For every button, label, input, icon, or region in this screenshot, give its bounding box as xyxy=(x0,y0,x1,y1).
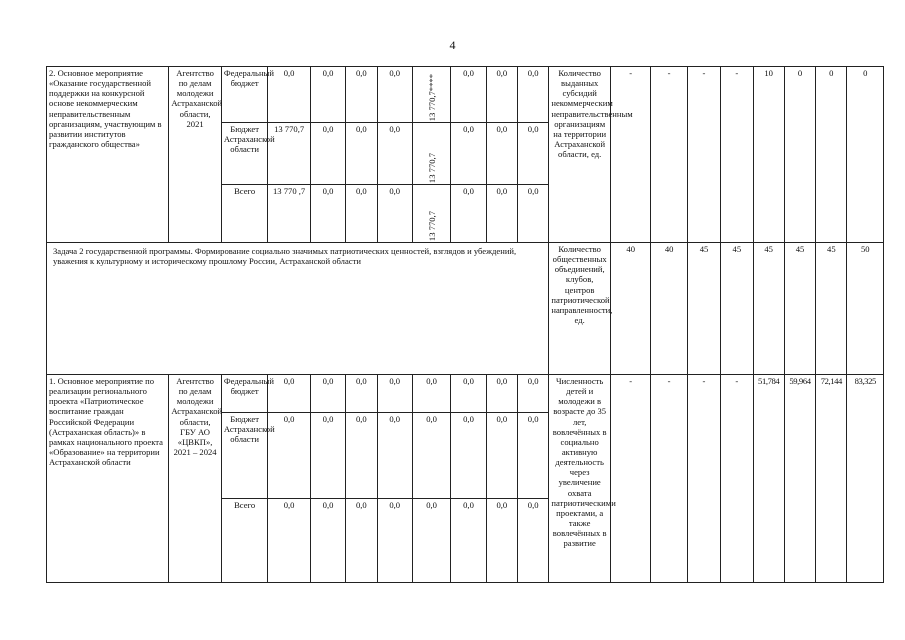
target-cell: - xyxy=(651,375,687,583)
target-cell: 72,144 xyxy=(816,375,847,583)
target-cell: 45 xyxy=(784,243,815,375)
target-cell: 50 xyxy=(847,243,884,375)
value-cell: 0,0 xyxy=(377,67,412,123)
value-cell: 13 770,7 xyxy=(268,123,310,185)
value-cell: 0,0 xyxy=(518,123,549,185)
value-cell: 0,0 xyxy=(518,375,549,413)
table-row xyxy=(47,243,884,375)
target-cell: - xyxy=(611,67,651,243)
value-cell: 0,0 xyxy=(451,499,486,583)
target-cell: 40 xyxy=(611,243,651,375)
value-cell: 0,0 xyxy=(346,499,377,583)
page-number: 4 xyxy=(449,38,456,52)
value-cell: 0,0 xyxy=(310,413,345,499)
source-name: Федеральный бюджет xyxy=(221,67,268,123)
target-cell: 45 xyxy=(687,243,720,375)
value-cell: 0,0 xyxy=(346,413,377,499)
executor-cell: Агентство по делам молодежи Астраханской области, 2021 xyxy=(169,67,222,243)
value-cell: 0,0 xyxy=(486,123,517,185)
value-cell: 0,0 xyxy=(412,375,450,413)
indicator-cell: Количество общественных объединений, клубов, центров патриотической направленности, ед. xyxy=(549,243,611,375)
indicator-cell: Количество выданных субсидий некоммерческим неправительственным организациям на территории Астраханской области, ед. xyxy=(549,67,611,243)
target-cell: 83,325 xyxy=(847,375,884,583)
value-cell: 0,0 xyxy=(377,185,412,243)
target-cell: 45 xyxy=(753,243,784,375)
value-cell: 0,0 xyxy=(518,185,549,243)
source-name: Федеральный бюджет xyxy=(221,375,268,413)
target-cell: 51,784 xyxy=(753,375,784,583)
value-cell: 0,0 xyxy=(451,185,486,243)
value-cell: 0,0 xyxy=(310,123,345,185)
value-cell: 0,0 xyxy=(486,67,517,123)
table-row xyxy=(47,375,884,413)
value-cell: 0,0 xyxy=(412,413,450,499)
table-row xyxy=(47,67,884,123)
value-cell: 0,0 xyxy=(451,123,486,185)
measure-cell: 2. Основное мероприятие «Оказание государственной поддержки на конкурсной основе некоммерческим неправительственным организациям, участвующим в развитии институтов гражданского общества» xyxy=(47,67,169,243)
target-cell: - xyxy=(721,67,753,243)
vertical-value: 13 770,7 xyxy=(426,210,437,241)
target-cell: 10 xyxy=(753,67,784,243)
task-heading: Задача 2 государственной программы. Формирование социально значимых патриотических ценностей, взглядов и убеждений, уважения к культурному и историческому прошлому России, Астраханской области xyxy=(47,243,549,375)
vertical-value: 13 770,7 xyxy=(426,152,437,183)
executor-cell: Агентство по делам молодежи Астраханской области, ГБУ АО «ЦВКП», 2021 – 2024 xyxy=(169,375,222,583)
vertical-value: 13 770,7**** xyxy=(426,73,437,121)
value-cell: 0,0 xyxy=(310,67,345,123)
value-cell: 0,0 xyxy=(451,375,486,413)
value-cell: 0,0 xyxy=(346,67,377,123)
value-cell: 0,0 xyxy=(310,499,345,583)
value-cell: 0,0 xyxy=(346,375,377,413)
target-cell: 40 xyxy=(651,243,687,375)
value-cell: 0,0 xyxy=(486,185,517,243)
value-cell xyxy=(412,123,450,185)
value-cell: 0,0 xyxy=(377,413,412,499)
value-cell xyxy=(412,67,450,123)
target-cell: 59,964 xyxy=(784,375,815,583)
target-cell: - xyxy=(721,375,753,583)
source-name: Бюджет Астраханской области xyxy=(221,413,268,499)
value-cell: 0,0 xyxy=(486,375,517,413)
value-cell: 0,0 xyxy=(486,413,517,499)
target-cell: - xyxy=(687,375,720,583)
value-cell: 0,0 xyxy=(412,499,450,583)
source-name: Бюджет Астраханской области xyxy=(221,123,268,185)
value-cell: 0,0 xyxy=(268,413,310,499)
source-name: Всего xyxy=(221,499,268,583)
value-cell: 0,0 xyxy=(377,499,412,583)
value-cell: 0,0 xyxy=(451,67,486,123)
value-cell: 0,0 xyxy=(346,123,377,185)
value-cell: 0,0 xyxy=(377,375,412,413)
target-cell: 45 xyxy=(721,243,753,375)
value-cell: 0,0 xyxy=(518,413,549,499)
value-cell: 0,0 xyxy=(310,185,345,243)
value-cell: 13 770 ,7 xyxy=(268,185,310,243)
target-cell: - xyxy=(687,67,720,243)
target-cell: 45 xyxy=(816,243,847,375)
program-table xyxy=(46,66,884,583)
value-cell: 0,0 xyxy=(451,413,486,499)
value-cell xyxy=(412,185,450,243)
value-cell: 0,0 xyxy=(346,185,377,243)
value-cell: 0,0 xyxy=(268,67,310,123)
value-cell: 0,0 xyxy=(518,67,549,123)
value-cell: 0,0 xyxy=(268,375,310,413)
value-cell: 0,0 xyxy=(486,499,517,583)
value-cell: 0,0 xyxy=(310,375,345,413)
value-cell: 0,0 xyxy=(518,499,549,583)
target-cell: - xyxy=(651,67,687,243)
target-cell: 0 xyxy=(847,67,884,243)
target-cell: 0 xyxy=(784,67,815,243)
source-name: Всего xyxy=(221,185,268,243)
target-cell: 0 xyxy=(816,67,847,243)
value-cell: 0,0 xyxy=(268,499,310,583)
measure-cell: 1. Основное мероприятие по реализации регионального проекта «Патриотическое воспитание граждан Российской Федерации (Астраханская область)» в рамках национального проекта «Образование» на территории Астраханской области xyxy=(47,375,169,583)
indicator-cell: Численность детей и молодежи в возрасте до 35 лет, вовлечённых в социально активную деятельность через увеличение охвата патриотическими проектами, а также вовлечённых в развитие xyxy=(549,375,611,583)
value-cell: 0,0 xyxy=(377,123,412,185)
target-cell: - xyxy=(611,375,651,583)
